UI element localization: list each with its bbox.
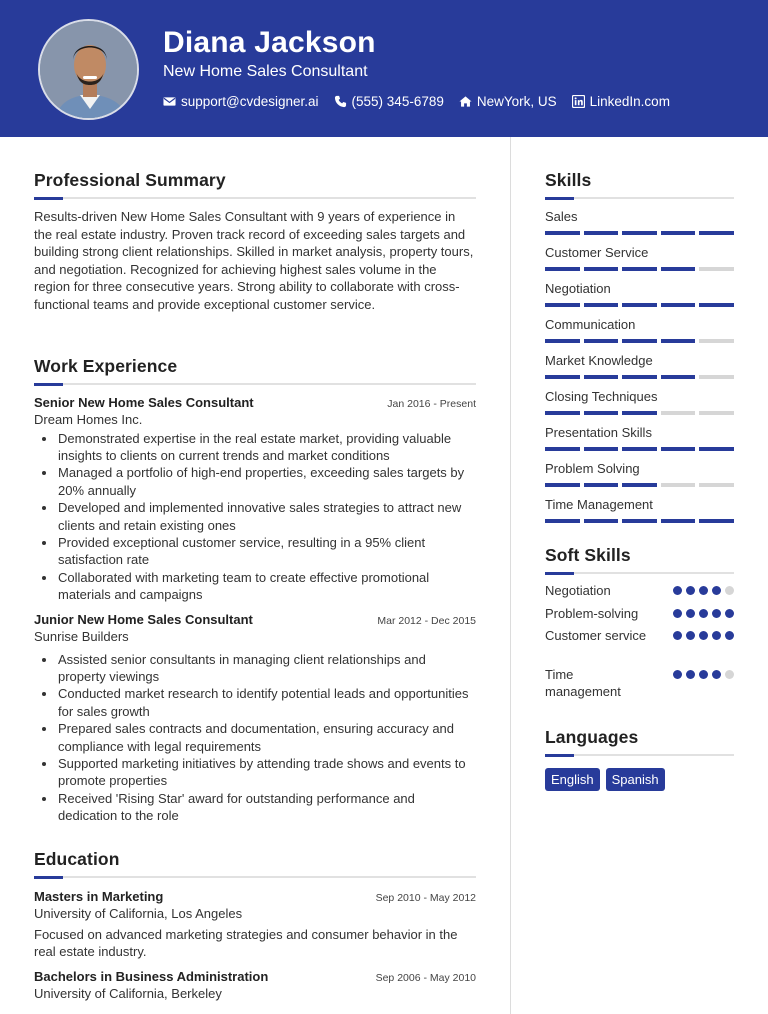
home-icon — [459, 95, 472, 108]
skill-level-segment — [661, 519, 696, 523]
skill-level-segment — [584, 447, 619, 451]
section-rule — [34, 876, 476, 878]
skill-item — [545, 388, 734, 415]
soft-skill-level-dots — [673, 631, 734, 640]
education-date: Sep 2010 - May 2012 — [375, 891, 476, 904]
job-company: Dream Homes Inc. — [34, 411, 143, 427]
school-name: University of California, Los Angeles — [34, 905, 243, 921]
soft-skill-level-dot — [725, 609, 734, 618]
skill-name: Closing Techniques — [545, 389, 658, 404]
soft-skill-name: Negotiation — [545, 583, 611, 598]
job-title: Senior New Home Sales Consultant — [34, 394, 254, 410]
skills-list — [545, 208, 734, 523]
soft-skill-level-dot — [712, 586, 721, 595]
skill-level-segment — [699, 267, 734, 271]
contact-linkedin[interactable] — [572, 94, 670, 109]
skill-item — [545, 244, 734, 271]
summary-section — [34, 170, 476, 314]
skill-level-bar — [545, 483, 734, 487]
skill-name: Communication — [545, 317, 636, 332]
soft-skill-level-dot — [712, 609, 721, 618]
skill-level-segment — [584, 231, 619, 235]
experience-heading: Work Experience — [34, 355, 178, 376]
list-item: Received 'Rising Star' award for outstanding performance and dedication to the role — [34, 790, 476, 825]
soft-skill-level-dot — [686, 670, 695, 679]
education-entry — [34, 889, 476, 961]
soft-skill-name: Problem-solving — [545, 605, 639, 621]
skill-level-segment — [584, 303, 619, 307]
experience-section — [34, 356, 476, 825]
linkedin-icon — [572, 95, 585, 108]
skill-level-bar — [545, 339, 734, 343]
skill-level-segment — [699, 411, 734, 415]
job-title: Junior New Home Sales Consultant — [34, 611, 253, 627]
soft-skills-heading: Soft Skills — [545, 545, 631, 565]
skill-item — [545, 208, 734, 235]
skill-level-segment — [545, 447, 580, 451]
section-rule — [545, 572, 734, 574]
education-heading: Education — [34, 848, 120, 869]
skills-heading: Skills — [545, 170, 592, 190]
list-item: Conducted market research to identify potential leads and opportunities for sales growth — [34, 685, 476, 720]
main-column — [34, 170, 476, 1001]
education-date: Sep 2006 - May 2010 — [375, 971, 476, 984]
list-item: Prepared sales contracts and documentation, ensuring accuracy and compliance with legal requirements — [34, 720, 476, 755]
candidate-title: New Home Sales Consultant — [163, 63, 368, 80]
skill-level-segment — [545, 339, 580, 343]
skill-name: Time Management — [545, 497, 653, 512]
summary-heading: Professional Summary — [34, 170, 226, 190]
soft-skill-item — [545, 666, 734, 701]
skill-level-segment — [622, 411, 657, 415]
soft-skill-level-dot — [699, 670, 708, 679]
language-tags — [545, 768, 734, 791]
soft-skill-level-dot — [712, 631, 721, 640]
skill-level-segment — [661, 447, 696, 451]
summary-text: Results-driven New Home Sales Consultant with 9 years of experience in the real estate industry. Proven track record of exceeding sales targets and building strong client relationships. Skilled in market analysis, property tours, and negotiation. Recognized for achieving highest sales volume in the region for three consecutive years. Strong ability to collaborate with cross-functional teams and provide exceptional customer service. — [34, 209, 474, 312]
skill-name: Problem Solving — [545, 461, 640, 476]
soft-skill-level-dot — [699, 586, 708, 595]
skill-level-segment — [545, 303, 580, 307]
avatar-illustration — [40, 21, 139, 120]
education-description: Focused on advanced marketing strategies and consumer behavior in the real estate industry. — [34, 926, 458, 960]
soft-skill-level-dot — [673, 586, 682, 595]
skill-level-bar — [545, 303, 734, 307]
contact-linkedin-text: LinkedIn.com — [589, 94, 670, 109]
skill-level-segment — [584, 339, 619, 343]
list-item: Supported marketing initiatives by attending trade shows and events to promote properties — [34, 755, 476, 790]
list-item: Developed and implemented innovative sales strategies to attract new clients and retain existing ones — [34, 499, 476, 534]
skill-item — [545, 280, 734, 307]
phone-icon — [334, 95, 347, 108]
skill-level-segment — [661, 483, 696, 487]
skill-level-segment — [622, 519, 657, 523]
skill-level-segment — [584, 411, 619, 415]
education-section — [34, 849, 476, 1001]
soft-skill-level-dot — [673, 670, 682, 679]
language-tag: English — [545, 768, 600, 791]
skill-level-bar — [545, 267, 734, 271]
skill-level-segment — [661, 411, 696, 415]
skill-level-segment — [545, 375, 580, 379]
soft-skill-level-dot — [673, 609, 682, 618]
job-date: Jan 2016 - Present — [387, 397, 476, 410]
skill-level-bar — [545, 519, 734, 523]
skill-level-segment — [545, 411, 580, 415]
skills-section — [545, 170, 734, 523]
languages-section — [545, 727, 734, 791]
skill-level-segment — [622, 375, 657, 379]
skill-level-segment — [545, 231, 580, 235]
job-bullets — [34, 651, 476, 825]
resume-header — [0, 0, 768, 137]
skill-name: Market Knowledge — [545, 353, 653, 368]
soft-skill-name: Time management — [545, 666, 621, 699]
soft-skill-level-dot — [673, 631, 682, 640]
skill-level-segment — [699, 303, 734, 307]
soft-skill-item — [545, 582, 734, 600]
soft-skill-item — [545, 605, 734, 623]
section-rule — [34, 197, 476, 199]
skill-item — [545, 352, 734, 379]
soft-skills-list — [545, 582, 734, 701]
skill-level-segment — [661, 231, 696, 235]
skill-level-segment — [661, 303, 696, 307]
contact-location[interactable] — [459, 94, 557, 109]
sidebar-column — [545, 170, 734, 791]
profile-photo — [38, 19, 139, 120]
skill-level-segment — [584, 267, 619, 271]
contact-email-text: support@cvdesigner.ai — [181, 94, 319, 109]
job-bullets — [34, 430, 476, 604]
skill-level-segment — [699, 231, 734, 235]
skill-level-segment — [699, 519, 734, 523]
list-item: Provided exceptional customer service, resulting in a 95% client satisfaction rate — [34, 534, 476, 569]
soft-skill-level-dot — [725, 670, 734, 679]
section-rule — [545, 754, 734, 756]
skill-item — [545, 316, 734, 343]
skill-level-bar — [545, 231, 734, 235]
soft-skill-level-dot — [725, 631, 734, 640]
contact-list — [163, 94, 670, 109]
soft-skill-level-dot — [686, 631, 695, 640]
skill-name: Negotiation — [545, 281, 611, 296]
candidate-name: Diana Jackson — [163, 26, 376, 59]
skill-name: Presentation Skills — [545, 425, 652, 440]
education-entry — [34, 969, 476, 1001]
skill-level-segment — [622, 231, 657, 235]
contact-email[interactable] — [163, 94, 319, 109]
soft-skills-section — [545, 545, 734, 701]
skill-item — [545, 460, 734, 487]
school-name: University of California, Berkeley — [34, 985, 222, 1001]
list-item: Collaborated with marketing team to create effective promotional materials and campaigns — [34, 569, 476, 604]
envelope-icon — [163, 95, 176, 108]
skill-level-segment — [699, 483, 734, 487]
soft-skill-level-dot — [699, 609, 708, 618]
skill-level-segment — [622, 267, 657, 271]
skill-level-segment — [661, 339, 696, 343]
soft-skill-level-dot — [699, 631, 708, 640]
skill-item — [545, 424, 734, 451]
soft-skill-level-dots — [673, 609, 734, 618]
skill-level-segment — [699, 339, 734, 343]
list-item: Managed a portfolio of high-end properties, exceeding sales targets by 20% annually — [34, 464, 476, 499]
degree-title: Bachelors in Business Administration — [34, 968, 269, 984]
skill-level-segment — [661, 375, 696, 379]
section-rule — [34, 383, 476, 385]
job-entry — [34, 612, 476, 825]
soft-skill-level-dot — [725, 586, 734, 595]
soft-skill-level-dot — [712, 670, 721, 679]
degree-title: Masters in Marketing — [34, 888, 164, 904]
skill-level-bar — [545, 411, 734, 415]
list-item: Assisted senior consultants in managing client relationships and property viewings — [34, 651, 476, 686]
skill-level-segment — [699, 447, 734, 451]
skill-name: Sales — [545, 209, 578, 224]
skill-level-segment — [545, 483, 580, 487]
soft-skill-name: Customer service — [545, 628, 647, 643]
soft-skill-level-dot — [686, 609, 695, 618]
soft-skill-level-dots — [673, 670, 734, 679]
job-company: Sunrise Builders — [34, 628, 129, 644]
skill-level-segment — [622, 483, 657, 487]
skill-level-segment — [545, 267, 580, 271]
skill-level-segment — [661, 267, 696, 271]
contact-location-text: NewYork, US — [476, 94, 557, 109]
job-entry — [34, 395, 476, 604]
skill-level-segment — [545, 519, 580, 523]
section-rule — [545, 197, 734, 199]
contact-phone[interactable] — [334, 94, 444, 109]
skill-level-segment — [622, 303, 657, 307]
skill-level-segment — [584, 483, 619, 487]
soft-skill-level-dot — [686, 586, 695, 595]
soft-skill-item — [545, 627, 734, 645]
skill-level-segment — [584, 519, 619, 523]
job-date: Mar 2012 - Dec 2015 — [377, 614, 476, 627]
soft-skill-level-dots — [673, 586, 734, 595]
skill-item — [545, 496, 734, 523]
list-item: Demonstrated expertise in the real estate market, providing valuable insights to clients on current trends and market conditions — [34, 430, 476, 465]
skill-level-segment — [622, 447, 657, 451]
skill-level-segment — [699, 375, 734, 379]
contact-phone-text: (555) 345-6789 — [351, 94, 444, 109]
skill-level-bar — [545, 375, 734, 379]
skill-name: Customer Service — [545, 245, 649, 260]
languages-heading: Languages — [545, 726, 639, 747]
skill-level-bar — [545, 447, 734, 451]
skill-level-segment — [622, 339, 657, 343]
language-tag: Spanish — [606, 768, 665, 791]
column-divider — [510, 137, 511, 1014]
skill-level-segment — [584, 375, 619, 379]
